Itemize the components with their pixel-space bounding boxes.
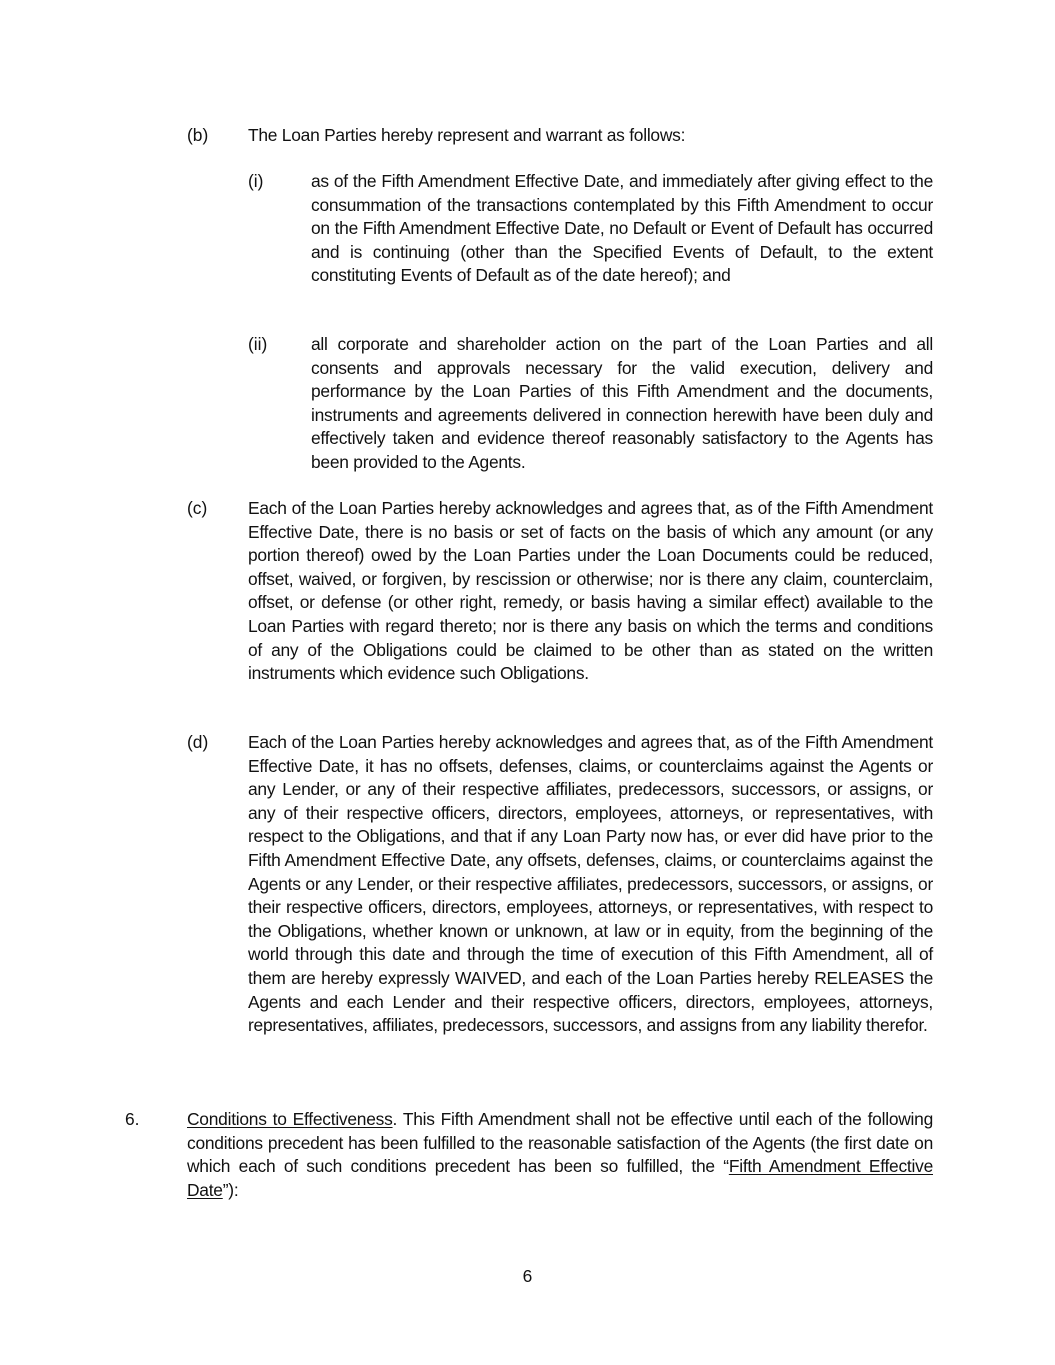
item-d-label: (d) (187, 732, 209, 752)
section-6-paragraph (187, 1108, 933, 1202)
item-b-label: (b) (187, 125, 209, 145)
item-b-i-label: (i) (248, 171, 264, 191)
section-6-number: 6. (125, 1109, 140, 1129)
item-b-ii-text: all corporate and shareholder action on the part of the Loan Parties and all consents and approvals necessary for the valid execution, delivery and performance by the Loan Parties of this Fifth Amendment and the documents, instruments and agreements delivered in connection herewith have been duly and effectively taken and evidence thereof reasonably satisfactory to the Agents has been provided to the Agents. (311, 334, 933, 472)
item-c-label: (c) (187, 498, 208, 518)
item-b-i-text: as of the Fifth Amendment Effective Date, and immediately after giving effect to the consummation of the transactions contemplated by this Fifth Amendment to occur on the Fifth Amendment Effective Date, no Default or Event of Default has occurred and is continuing (other than the Specified Events of Default, to the extent constituting Events of Default as of the date hereof); and (311, 171, 933, 286)
item-c-text: Each of the Loan Parties hereby acknowledges and agrees that, as of the Fifth Amendment Effective Date, there is no basis or set of facts on the basis of which any amount (or any portion thereof) owed by the Loan Parties under the Loan Documents could be reduced, offset, waived, or forgiven, by rescission or otherwise; nor is there any claim, counterclaim, offset, or defense (or other right, remedy, or basis having a similar effect) available to the Loan Parties with regard thereto; nor is there any basis on which the terms and conditions of any of the Obligations could be claimed to be other than as stated on the written instruments which evidence such Obligations. (248, 498, 933, 684)
defined-term-fifth-amendment-effective-date: Fifth Amendment Effective Date (187, 1156, 933, 1200)
section-6-body: This Fifth Amendment shall not be effective until each of the following conditions precedent has been fulfilled to the reasonable satisfaction of the Agents (the first date on which each of such conditions precedent has been so fulfilled, the “ (187, 1109, 934, 1177)
item-d-text: Each of the Loan Parties hereby acknowledges and agrees that, as of the Fifth Amendment Effective Date, it has no offsets, defenses, claims, or counterclaims against the Agents or any Lender, or any of their respective affiliates, predecessors, successors, or assigns, or any of their respective officers, directors, employees, attorneys, or representatives, with respect to the Obligations, and that if any Loan Party now has, or ever did have prior to the Fifth Amendment Effective Date, any offsets, defenses, claims, or counterclaims against the Agents or any Lender, or their respective affiliates, predecessors, successors, or assigns, or their respective officers, directors, employees, attorneys, or representatives, with respect to the Obligations, whether known or unknown, at law or in equity, from the beginning of the world through this date and through the time of execution of this Fifth Amendment, all of them are hereby expressly WAIVED, and each of the Loan Parties hereby RELEASES the Agents and each Lender and their respective officers, directors, employees, attorneys, representatives, affiliates, predecessors, successors, and assigns from any liability therefor. (248, 732, 933, 1036)
section-6-heading-suffix: . (392, 1109, 398, 1129)
item-b-ii-label: (ii) (248, 334, 268, 354)
page-number: 6 (522, 1266, 533, 1286)
section-6-heading: Conditions to Effectiveness (187, 1109, 393, 1129)
item-b-text: The Loan Parties hereby represent and warrant as follows: (248, 125, 686, 145)
section-6-body-end: ”): (222, 1179, 239, 1200)
